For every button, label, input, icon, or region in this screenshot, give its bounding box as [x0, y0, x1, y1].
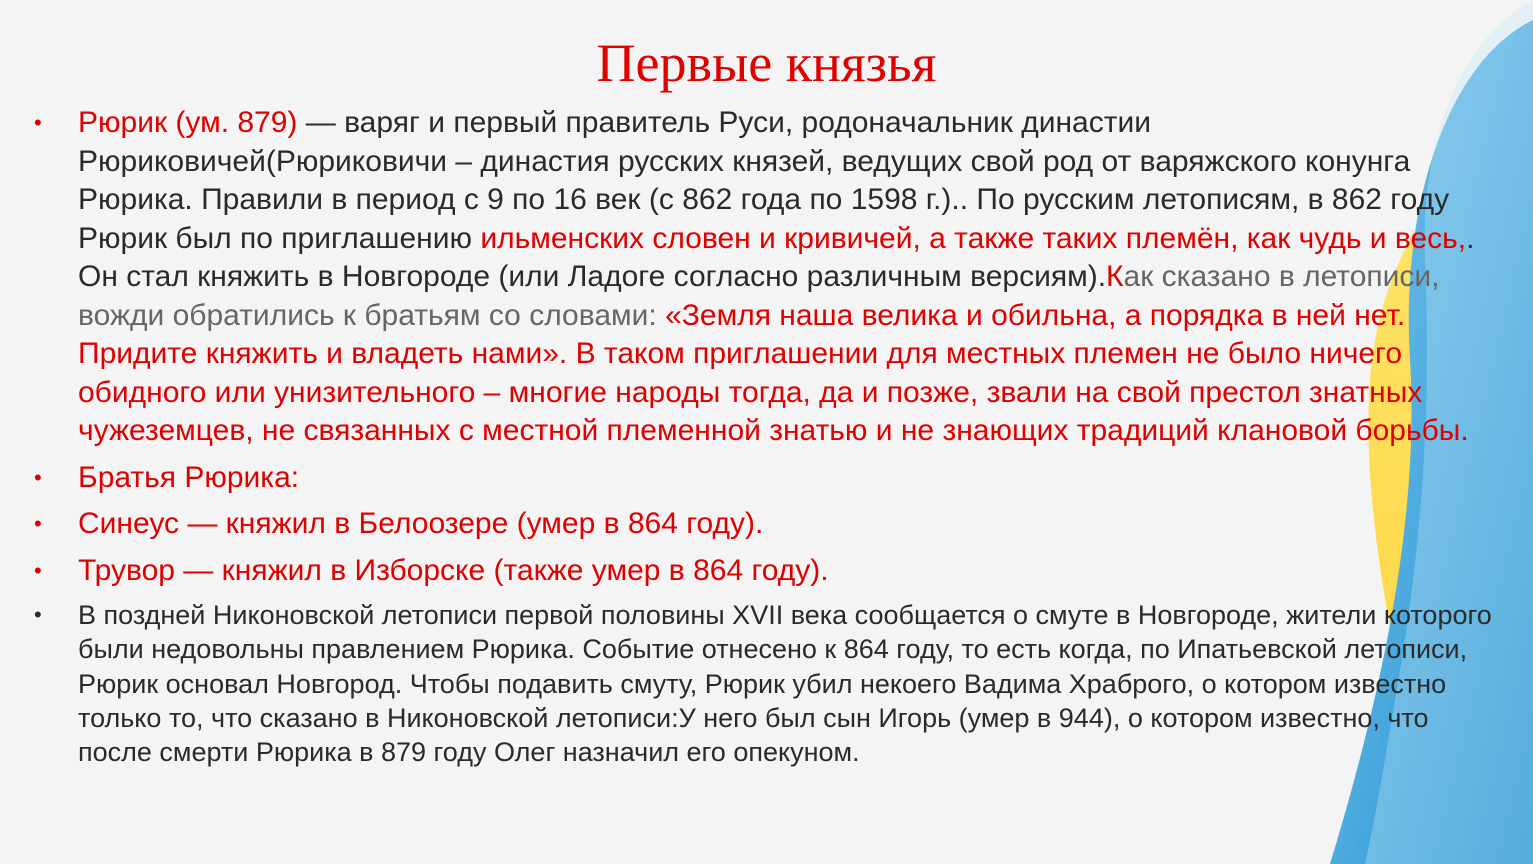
list-item-nikon-chronicle	[34, 598, 1504, 769]
rurik-kak-letter: К	[1106, 260, 1124, 293]
list-item-sineus	[34, 505, 1504, 544]
bullet-icon: •	[34, 110, 42, 135]
rurik-name: Рюрик (ум. 879)	[78, 106, 298, 139]
list-item-truvor	[34, 552, 1504, 591]
bullet-icon: •	[34, 602, 42, 627]
rurik-tribes: ильменских словен и кривичей, а также таких племён, как чудь и весь,	[480, 221, 1467, 255]
bullet-icon: •	[34, 464, 42, 490]
bullet-icon: •	[34, 511, 42, 536]
bullet-icon: •	[34, 557, 42, 583]
nikon-text: В поздней Никоновской летописи первой половины XVII века сообщается о смуте в Новгороде, жители которого были недовольны правлением Рюрика. Событие отнесено к 864 году, то есть когда, по Ипатьевской летописи, Рюрик основал Новгород. Чтобы подавить смуту, Рюрик убил некоего Вадима Храброго, о котором известно только то, что сказано в Никоновской летописи:У него был сын Игорь (умер в 944), о котором известно, что после смерти Рюрика в 879 году Олег назначил его опекуном.	[78, 600, 1492, 768]
rurik-text-1: — варяг и первый правитель Руси, родоначальник династии Рюриковичей(Рюриковичи – династия русских князей, ведущих свой род от варяжского конунга Рюрика. Правили в период с 9 по 16 век (с 862 года по 1598 г.).. По русским летописям, в 862 году Рюрик был по приглашению	[78, 106, 1450, 255]
list-item-brothers	[34, 459, 1504, 498]
sineus-text: Синеус — княжил в Белоозере (умер в 864 году).	[78, 507, 764, 540]
brothers-heading: Братья Рюрика:	[78, 460, 300, 494]
list-item-rurik	[34, 104, 1504, 451]
slide-content	[34, 104, 1504, 769]
rurik-quote: «Земля наша велика и обильна, а порядка в ней нет. Придите княжить и владеть нами». В таком приглашении для местных племен не было ничего обидного или унизительного – многие народы тогда, да и позже, звали на свой престол знатных чужеземцев, не связанных с местной племенной знатью и не знающих традиций клановой борьбы.	[78, 298, 1469, 447]
slide-title: Первые князья	[596, 33, 937, 93]
rurik-text-2: . Он стал княжить в Новгороде (или Ладоге согласно различным версиям).	[78, 221, 1475, 293]
rurik-text-3: ак сказано в летописи, вожди обратились к братьям со словами:	[78, 260, 1440, 332]
truvor-text: Трувор — княжил в Изборске (также умер в 864 году).	[78, 553, 829, 587]
